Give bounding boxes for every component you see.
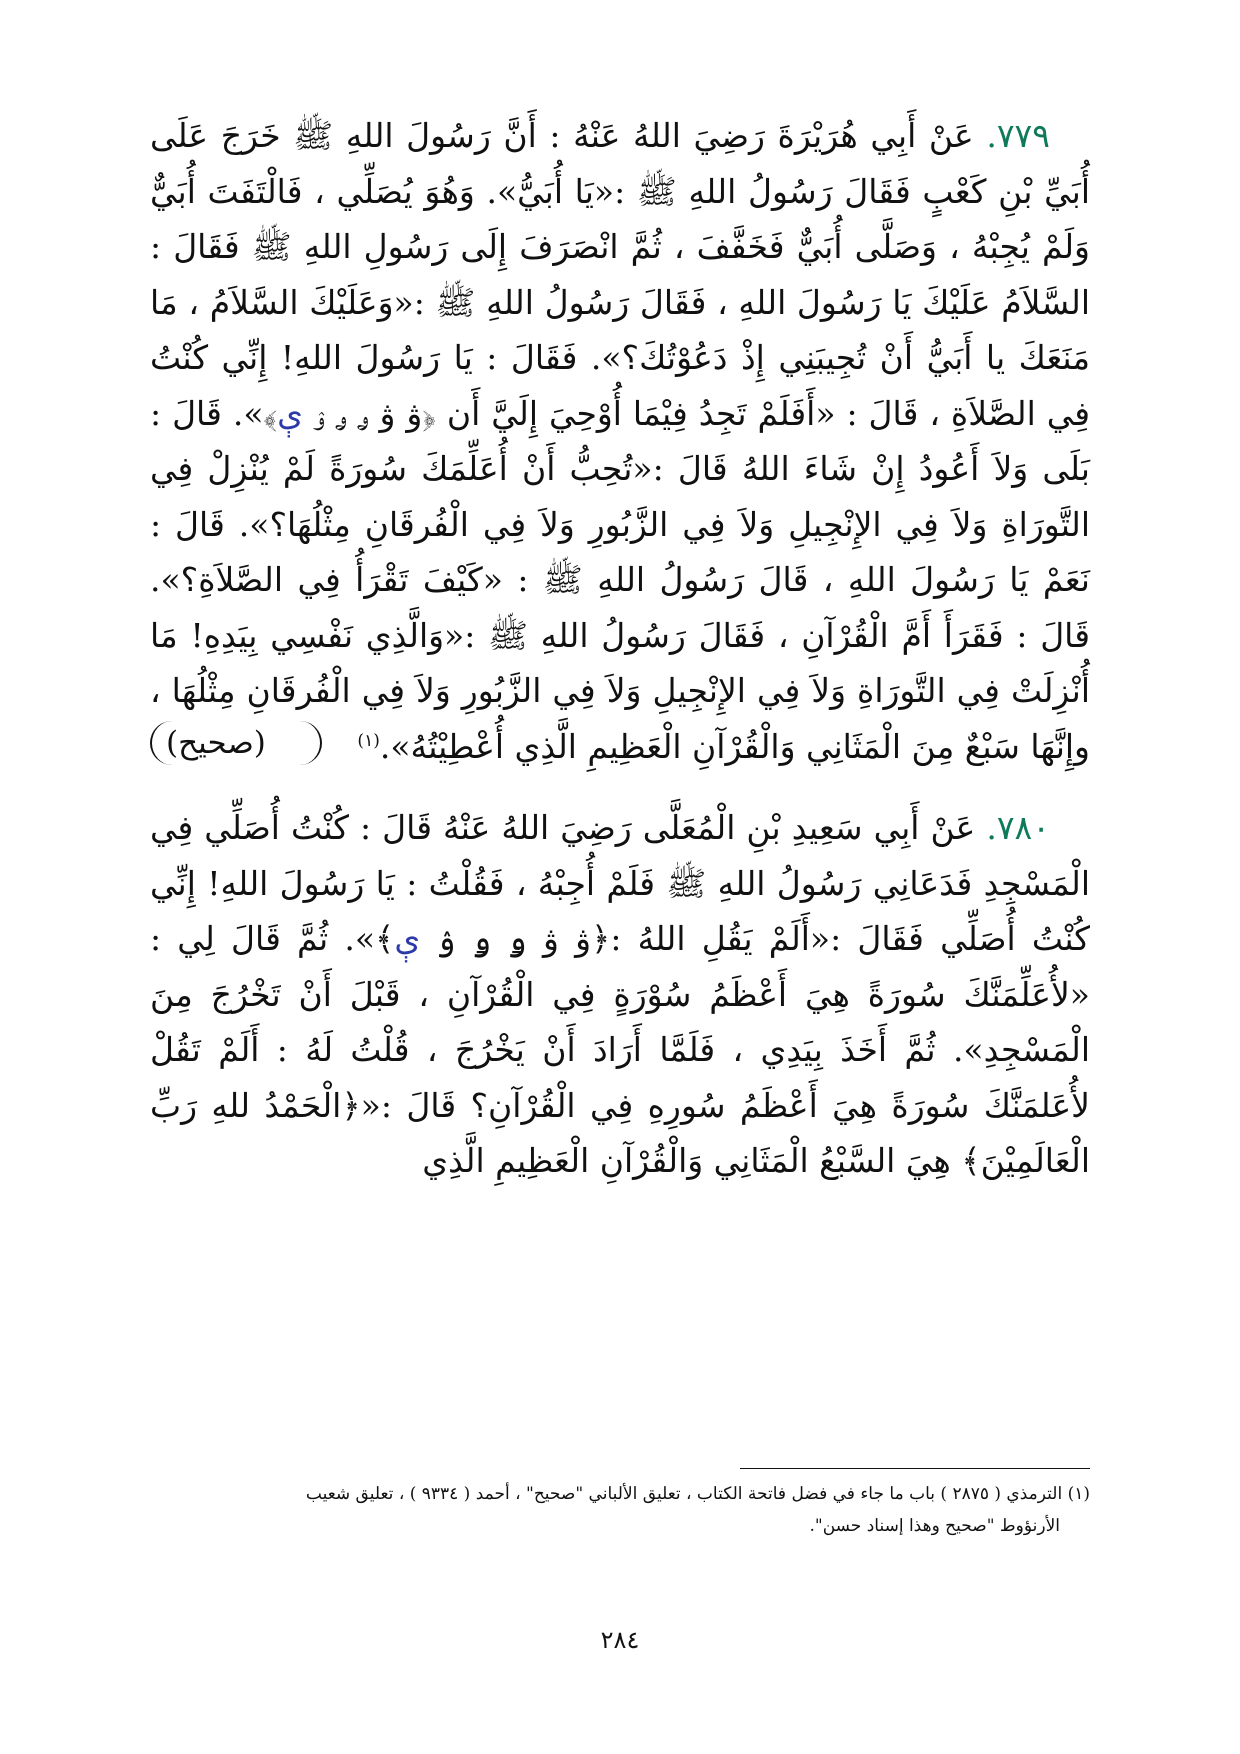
hadith-number: ٧٧٩. <box>986 116 1050 155</box>
footnote-line-1: (١) الترمذي ( ٢٨٧٥ ) باب ما جاء في فضل فاتحة الكتاب ، تعليق الألباني "صحيح" ، أحمد ( ٩٣٣٤ ) ، تعليق شعيب <box>305 1484 1090 1504</box>
page-number: ٢٨٤ <box>600 1626 640 1654</box>
hadith-text: عَنْ أَبِي سَعِيدِ بْنِ الْمُعَلَّى رَضِيَ اللهُ عَنْهُ قَالَ : كُنْتُ أُصَلِّي فِي الْمَسْجِدِ فَدَعَانِي رَسُولُ اللهِ ﷺ فَلَمْ أُجِبْهُ ، فَقُلْتُ : يَا رَسُولَ اللهِ! إِنِّي كُنْتُ أُصَلِّي فَقَالَ :«أَلَمْ يَقُلِ اللهُ :﴿ۋ ۋ ۅ ۅ ۉ <box>150 808 1090 958</box>
quran-glyph: ې <box>394 919 421 958</box>
hadith-779 <box>150 108 1090 774</box>
quran-glyph: ې <box>277 393 303 433</box>
footnote-line-2: الأرنؤوط "صحيح وهذا إسناد حسن". <box>809 1516 1060 1536</box>
hadith-number: ٧٨٠. <box>986 808 1050 847</box>
hadith-text-continued: ﴾». قَالَ : بَلَى وَلاَ أَعُودُ إِنْ شَاءَ اللهُ قَالَ :«تُحِبُّ أَنْ أُعَلِّمَكَ سُورَةً لَمْ يُنْزِلْ فِي التَّورَاةِ وَلاَ فِي الإِنْجِيلِ وَلاَ فِي الزَّبُورِ وَلاَ فِي الْفُرقَانِ مِثْلُهَا؟». قَالَ : نَعَمْ يَا رَسُولَ اللهِ ، قَالَ رَسُولُ اللهِ ﷺ : «كَيْفَ تَقْرَأُ فِي الصَّلاَةِ؟». قَالَ : فَقَرَأَ أَمَّ الْقُرْآنِ ، فَقَالَ رَسُولُ اللهِ ﷺ :«وَالَّذِي نَفْسِي بِيَدِهِ! مَا أُنْزِلَتْ فِي التَّورَاةِ وَلاَ فِي الإِنْجِيلِ وَلاَ فِي الزَّبُورِ وَلاَ فِي الْفُرقَانِ مِثْلُهَا ، وإِنَّهَا سَبْعٌ مِنَ الْمَثَانِي وَالْقُرْآنِ الْعَظِيمِ الَّذِي أُعْطِيْتُهُ». <box>150 393 1090 766</box>
footnote <box>150 1478 1090 1542</box>
hadith-780 <box>150 800 1090 1189</box>
hadith-text-continued: ﴾». ثُمَّ قَالَ لِي : «لأُعَلِّمَنَّكَ سُورَةً هِيَ أَعْظَمُ سُوْرَةٍ فِي الْقُرْآنِ ، قَبْلَ أَنْ تَخْرُجَ مِنَ الْمَسْجِدِ». ثُمَّ أَخَذَ بِيَدِي ، فَلَمَّا أَرَادَ أَنْ يَخْرُجَ ، قُلْتُ لَهُ : أَلَمْ تَقُلْ لأُعَلمَنَّكَ سُورَةً هِيَ أَعْظَمُ سُورِهِ فِي الْقُرْآنِ؟ قَالَ :«﴿الْحَمْدُ للهِ رَبِّ الْعَالَمِيْنَ﴾ هِيَ السَّبْعُ الْمَثَانِي وَالْقُرْآنِ الْعَظِيمِ الَّذِي <box>150 919 1090 1180</box>
hadith-text: عَنْ أَبِي هُرَيْرَةَ رَضِيَ اللهُ عَنْهُ : أَنَّ رَسُولَ اللهِ ﷺ خَرَجَ عَلَى أُبَيِّ بْنِ كَعْبٍ فَقَالَ رَسُولُ اللهِ ﷺ :«يَا أُبَيُّ». وَهُوَ يُصَلِّي ، فَالْتَفَتَ أُبَيٌّ وَلَمْ يُجِبْهُ ، وَصَلَّى أُبَيٌّ فَخَفَّفَ ، ثُمَّ انْصَرَفَ إِلَى رَسُولِ اللهِ ﷺ فَقَالَ : السَّلاَمُ عَلَيْكَ يَا رَسُولَ اللهِ ، فَقَالَ رَسُولُ اللهِ ﷺ :«وَعَلَيْكَ السَّلاَمُ ، مَا مَنَعَكَ يا أَبَيُّ أَنْ تُجِيبَنِي إِذْ دَعُوْتُكَ؟». فَقَالَ : يَا رَسُولَ اللهِ! إِنِّي كُنْتُ فِي الصَّلاَةِ ، قَالَ : «أَفَلَمْ تَجِدُ فِيْمَا أُوْحِيَ إِلَيَّ أَن ﴿ۋ ۋ ۅ ۅ ۉ <box>150 116 1090 433</box>
footnote-reference[interactable]: (١) <box>357 730 380 751</box>
footnote-divider <box>740 1468 1090 1469</box>
grade-label: (صحيح) <box>150 721 322 765</box>
main-text <box>150 108 1090 1189</box>
